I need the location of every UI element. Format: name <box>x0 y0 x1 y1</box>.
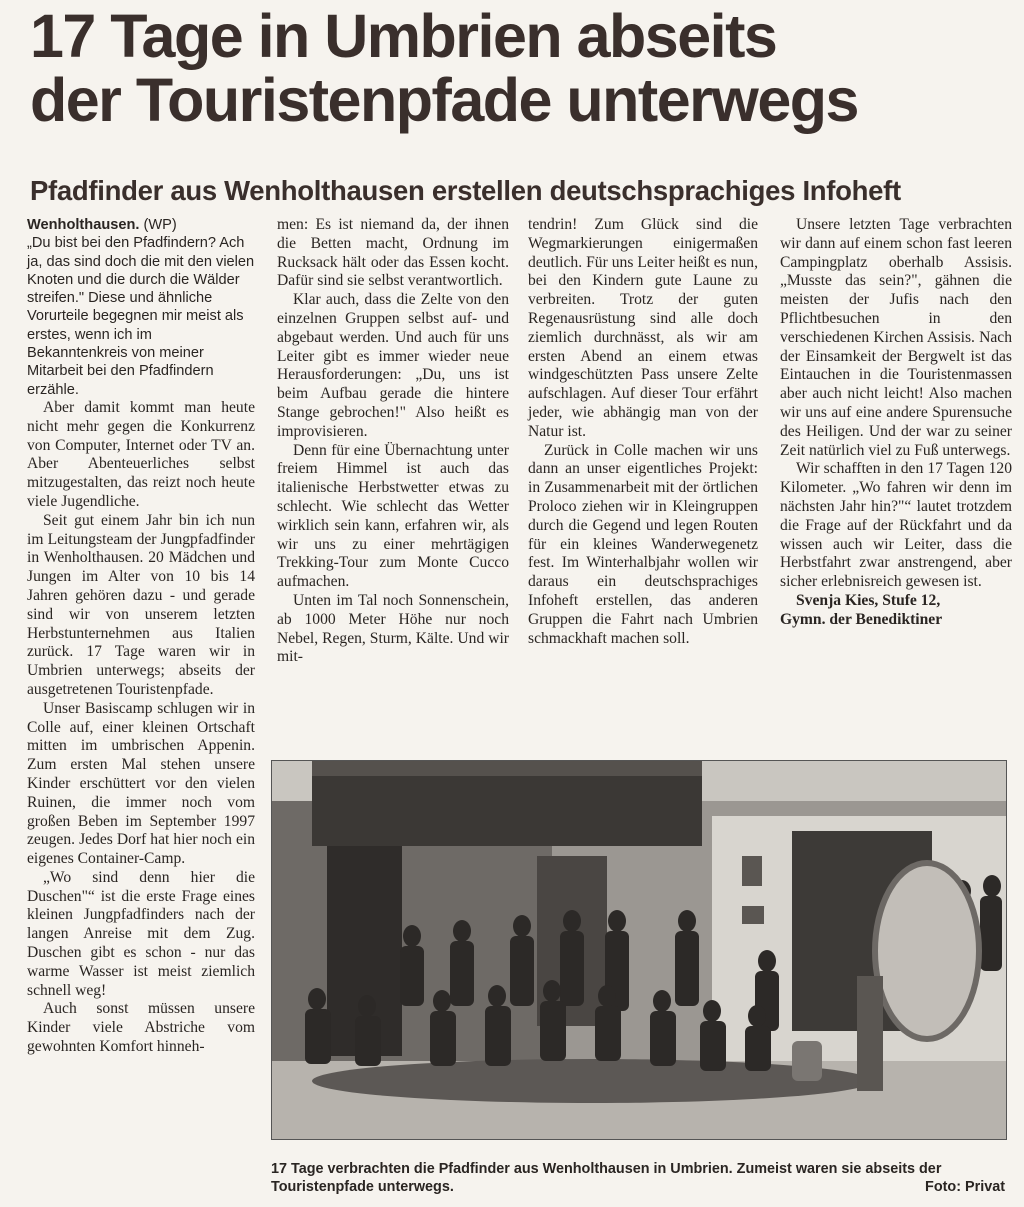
paragraph: Unser Basiscamp schlugen wir in Colle auf, einer kleinen Ortschaft mitten im umbrischen Appenin. Zum ersten Mal stehen unsere Kinder erschüttert vor den vielen Ruinen, die immer noch vom großen Beben im September 1997 zeugen. Jedes Dorf hat hier noch ein eigenes Container-Camp. <box>27 699 255 868</box>
subheadline: Pfadfinder aus Wenholthausen erstellen deutschsprachiges Infoheft <box>30 175 901 206</box>
group-photo-illustration <box>272 761 1006 1139</box>
photo-credit: Foto: Privat <box>925 1179 1005 1195</box>
paragraph: Wir schafften in den 17 Tagen 120 Kilometer. „Wo fahren wir denn im nächsten Jahr hin?"“ lautet trotzdem die Frage auf der Rückfahrt und da wissen auch wir Leiter, dass die Herbstfahrt zwar anstrengend, aber sicher erlebnisreich gewesen ist. <box>780 460 1012 591</box>
group-photo <box>271 760 1007 1140</box>
dateline: Wenholthausen. <box>27 217 140 233</box>
lead-paragraph <box>27 216 255 399</box>
paragraph: men: Es ist niemand da, der ihnen die Betten macht, Ordnung im Rucksack hält oder das Essen kocht. Dafür sind sie selbst verantwortlich. <box>277 216 509 290</box>
article-column-1 <box>27 216 255 1057</box>
author-name: Svenja Kies, Stufe 12, <box>796 591 941 609</box>
article-column-3 <box>528 216 758 648</box>
headline-line-1: 17 Tage in Umbrien abseits <box>30 2 777 70</box>
paragraph: Unten im Tal noch Sonnenschein, ab 1000 Meter Höhe nur noch Nebel, Regen, Sturm, Kälte. Und wir mit- <box>277 591 509 666</box>
author-school: Gymn. der Benediktiner <box>780 610 943 628</box>
paragraph: Auch sonst müssen unsere Kinder viele Abstriche vom gewohnten Komfort hinneh- <box>27 1000 255 1056</box>
article-column-2 <box>277 216 509 667</box>
paragraph: Seit gut einem Jahr bin ich nun im Leitungsteam der Jungpfadfinder in Wenholthausen. 20 Mädchen und Jungen im Alter von 10 bis 14 Jahren gehören dazu - und gerade sind wir von unserem letzten Herbstunternehmen aus Italien zurück. 17 Tage waren wir in Umbrien unterwegs; abseits der ausgetretenen Touristenpfade. <box>27 511 255 698</box>
photo-caption <box>271 1160 1005 1196</box>
paragraph: tendrin! Zum Glück sind die Wegmarkierungen einigermaßen deutlich. Für uns Leiter heißt es nun, bei den Kindern gute Laune zu verbreiten. Trotz der guten Regenausrüstung sind alle doch ziemlich durchnässt, als wir am ersten Abend an einem etwas windgeschützten Pass unsere Zelte aufschlagen. Auf dieser Tour erfährt jeder, wie abhängig man von der Natur ist. <box>528 216 758 440</box>
paragraph: Denn für eine Übernachtung unter freiem Himmel ist auch das italienische Herbstwetter etwas zu schlecht. Wie schlecht das Wetter wirklich sein kann, erfahren wir, als wir uns zu einer mehrtägigen Trekking-Tour zum Monte Cucco aufmachen. <box>277 441 509 591</box>
agency: (WP) <box>139 217 177 233</box>
author-signature <box>780 592 1012 630</box>
headline <box>30 4 1005 132</box>
headline-line-2: der Touristenpfade unterwegs <box>30 66 858 134</box>
paragraph: Unsere letzten Tage verbrachten wir dann auf einem schon fast leeren Campingplatz oberhalb Assisis. „Musste das sein?", gähnen die meisten der Jufis nach den Pflichtbesuchen in den verschiedenen Kirchen Assisis. Nach der Einsamkeit der Bergwelt ist das Eintauchen in die Touristenmassen aber auch nicht leicht! Also machen wir uns auf eine andere Spurensuche des Heiligen. Und der war zu seiner Zeit natürlich viel zu Fuß unterwegs. <box>780 216 1012 459</box>
caption-text: 17 Tage verbrachten die Pfadfinder aus Wenholthausen in Umbrien. Zumeist waren sie abseits der Touristenpfade unterwegs. <box>271 1161 942 1195</box>
paragraph: Zurück in Colle machen wir uns dann an unser eigentliches Projekt: in Zusammenarbeit mit der örtlichen Proloco ziehen wir in Kleingruppen durch die Gegend und legen Routen für ein kleines Wanderwegenetz fest. Im Winterhalbjahr wollen wir daraus ein deutschsprachiges Infoheft erstellen, das anderen Gruppen die Fahrt nach Umbrien schmackhaft machen soll. <box>528 441 758 647</box>
paragraph: Klar auch, dass die Zelte von den einzelnen Gruppen selbst auf- und abgebaut werden. Und auch für uns Leiter gibt es immer wieder neue Herausforderungen: „Du, uns ist beim Aufbau gerade die hintere Stange gebrochen!" Also heißt es improvisieren. <box>277 291 509 440</box>
article-column-4 <box>780 216 1012 630</box>
lead-text: „Du bist bei den Pfadfindern? Ach ja, das sind doch die mit den vielen Knoten und die durch die Wälder streifen." Diese und ähnliche Vorurteile begegnen mir meist als erstes, wenn ich im Bekanntenkreis von meiner Mitarbeit bei den Pfadfindern erzähle. <box>27 235 255 398</box>
paragraph: „Wo sind denn hier die Duschen"“ ist die erste Frage eines kleinen Jungpfadfinders nach der langen Anreise mit dem Zug. Duschen gibt es schon - nur das warme Wasser ist meist ziemlich schnell weg! <box>27 868 255 999</box>
paragraph: Aber damit kommt man heute nicht mehr gegen die Konkurrenz von Computer, Internet oder TV an. Aber Abenteuerliches selbst mitzugestalten, das reizt noch heute viele Jugendliche. <box>27 398 255 510</box>
